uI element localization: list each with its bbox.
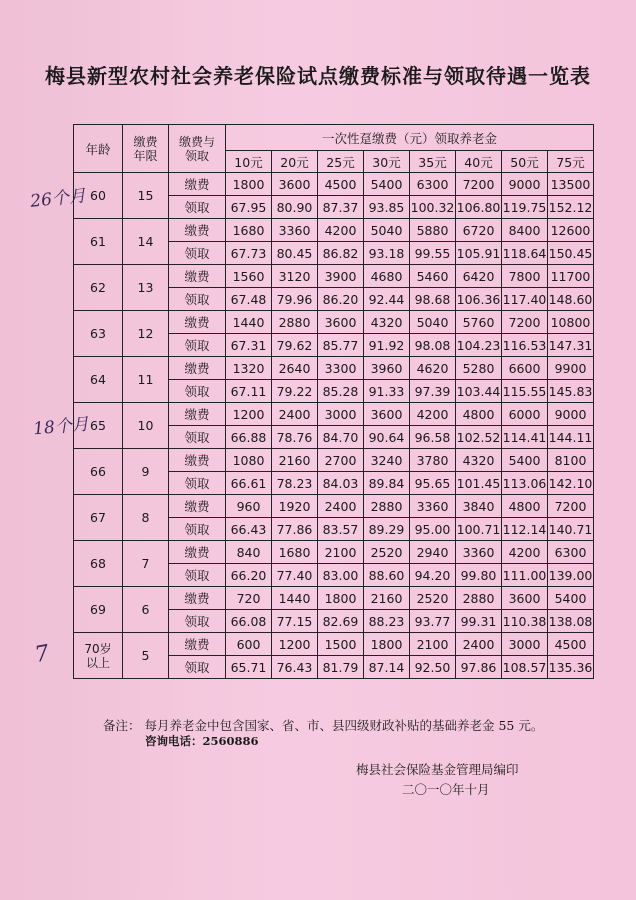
- receive-value: 144.11: [548, 426, 594, 449]
- receive-value: 90.64: [364, 426, 410, 449]
- pay-label: 缴费: [169, 357, 226, 380]
- pay-value: 4320: [364, 311, 410, 334]
- pay-value: 1680: [272, 541, 318, 564]
- receive-value: 85.77: [318, 334, 364, 357]
- receive-value: 142.10: [548, 472, 594, 495]
- receive-value: 67.11: [226, 380, 272, 403]
- pay-value: 720: [226, 587, 272, 610]
- receive-value: 145.83: [548, 380, 594, 403]
- pay-value: 6300: [410, 173, 456, 196]
- years-cell: 8: [123, 495, 169, 541]
- pay-value: 12600: [548, 219, 594, 242]
- age-cell: 61: [74, 219, 123, 265]
- receive-value: 80.45: [272, 242, 318, 265]
- receive-value: 101.45: [456, 472, 502, 495]
- table-body: [74, 173, 594, 679]
- receive-value: 67.48: [226, 288, 272, 311]
- pay-value: 3600: [318, 311, 364, 334]
- pay-value: 2640: [272, 357, 318, 380]
- receive-label: 领取: [169, 334, 226, 357]
- pay-value: 5460: [410, 265, 456, 288]
- receive-value: 97.39: [410, 380, 456, 403]
- pay-label: 缴费: [169, 173, 226, 196]
- receive-value: 99.55: [410, 242, 456, 265]
- table-row: [74, 587, 594, 610]
- receive-label: 领取: [169, 472, 226, 495]
- receive-value: 91.33: [364, 380, 410, 403]
- receive-value: 66.20: [226, 564, 272, 587]
- pay-value: 6000: [502, 403, 548, 426]
- pay-value: 8100: [548, 449, 594, 472]
- pay-value: 9000: [548, 403, 594, 426]
- receive-value: 86.82: [318, 242, 364, 265]
- header-amount: 30元: [364, 151, 410, 173]
- table-row: [74, 219, 594, 242]
- age-cell: 70岁 以上: [74, 633, 123, 679]
- pay-value: 4500: [548, 633, 594, 656]
- header-amount: 25元: [318, 151, 364, 173]
- years-cell: 7: [123, 541, 169, 587]
- receive-value: 78.23: [272, 472, 318, 495]
- receive-value: 97.86: [456, 656, 502, 679]
- pay-value: 7200: [548, 495, 594, 518]
- pay-value: 5040: [364, 219, 410, 242]
- pay-value: 1800: [364, 633, 410, 656]
- pay-value: 7200: [456, 173, 502, 196]
- publisher: 梅县社会保险基金管理局编印: [356, 762, 519, 777]
- receive-value: 84.03: [318, 472, 364, 495]
- receive-value: 79.96: [272, 288, 318, 311]
- pay-value: 1920: [272, 495, 318, 518]
- header-type: 缴费与 领取: [169, 125, 226, 173]
- receive-value: 93.85: [364, 196, 410, 219]
- receive-value: 93.18: [364, 242, 410, 265]
- receive-value: 118.64: [502, 242, 548, 265]
- pay-label: 缴费: [169, 449, 226, 472]
- pay-value: 3600: [364, 403, 410, 426]
- pay-value: 2700: [318, 449, 364, 472]
- pay-value: 5400: [502, 449, 548, 472]
- years-cell: 13: [123, 265, 169, 311]
- pay-value: 4200: [410, 403, 456, 426]
- receive-value: 89.84: [364, 472, 410, 495]
- pay-value: 3360: [456, 541, 502, 564]
- pay-value: 2940: [410, 541, 456, 564]
- pay-value: 3600: [502, 587, 548, 610]
- receive-value: 67.73: [226, 242, 272, 265]
- pay-value: 5760: [456, 311, 502, 334]
- age-cell: 64: [74, 357, 123, 403]
- pay-label: 缴费: [169, 495, 226, 518]
- receive-value: 81.79: [318, 656, 364, 679]
- pay-value: 2880: [456, 587, 502, 610]
- pay-value: 1800: [318, 587, 364, 610]
- receive-value: 148.60: [548, 288, 594, 311]
- pay-value: 13500: [548, 173, 594, 196]
- receive-value: 66.88: [226, 426, 272, 449]
- receive-value: 110.38: [502, 610, 548, 633]
- header-amount: 40元: [456, 151, 502, 173]
- receive-label: 领取: [169, 288, 226, 311]
- receive-value: 66.61: [226, 472, 272, 495]
- receive-value: 113.06: [502, 472, 548, 495]
- header-amount: 75元: [548, 151, 594, 173]
- receive-value: 100.71: [456, 518, 502, 541]
- pay-value: 11700: [548, 265, 594, 288]
- pay-value: 4620: [410, 357, 456, 380]
- pay-value: 3780: [410, 449, 456, 472]
- header-amount: 35元: [410, 151, 456, 173]
- pay-value: 1800: [226, 173, 272, 196]
- table-row: [74, 265, 594, 288]
- receive-label: 领取: [169, 380, 226, 403]
- table-row: [74, 403, 594, 426]
- pay-value: 4200: [502, 541, 548, 564]
- publish-date: 二〇一〇年十月: [402, 782, 490, 797]
- pay-value: 1200: [226, 403, 272, 426]
- header-amount: 50元: [502, 151, 548, 173]
- receive-value: 76.43: [272, 656, 318, 679]
- receive-value: 112.14: [502, 518, 548, 541]
- pay-value: 2520: [410, 587, 456, 610]
- receive-value: 83.00: [318, 564, 364, 587]
- receive-value: 77.86: [272, 518, 318, 541]
- pay-value: 2400: [272, 403, 318, 426]
- header-amount: 10元: [226, 151, 272, 173]
- pay-value: 3000: [318, 403, 364, 426]
- pay-value: 1440: [272, 587, 318, 610]
- receive-value: 87.14: [364, 656, 410, 679]
- receive-value: 99.80: [456, 564, 502, 587]
- receive-value: 147.31: [548, 334, 594, 357]
- receive-value: 105.91: [456, 242, 502, 265]
- years-cell: 12: [123, 311, 169, 357]
- years-cell: 9: [123, 449, 169, 495]
- pay-value: 2160: [364, 587, 410, 610]
- receive-value: 106.36: [456, 288, 502, 311]
- years-cell: 10: [123, 403, 169, 449]
- pay-value: 4500: [318, 173, 364, 196]
- receive-value: 66.08: [226, 610, 272, 633]
- pay-value: 2400: [318, 495, 364, 518]
- pay-value: 2880: [272, 311, 318, 334]
- pay-value: 6600: [502, 357, 548, 380]
- pay-label: 缴费: [169, 265, 226, 288]
- pay-value: 600: [226, 633, 272, 656]
- footnote: 备注： 每月养老金中包含国家、省、市、县四级财政补贴的基础养老金 55 元。: [103, 718, 544, 733]
- header-amount: 20元: [272, 151, 318, 173]
- receive-value: 86.20: [318, 288, 364, 311]
- receive-value: 96.58: [410, 426, 456, 449]
- header-years: 缴费 年限: [123, 125, 169, 173]
- receive-label: 领取: [169, 610, 226, 633]
- receive-value: 138.08: [548, 610, 594, 633]
- receive-value: 88.23: [364, 610, 410, 633]
- pay-label: 缴费: [169, 311, 226, 334]
- pay-value: 2100: [410, 633, 456, 656]
- pay-value: 3600: [272, 173, 318, 196]
- age-cell: 65: [74, 403, 123, 449]
- pay-value: 7200: [502, 311, 548, 334]
- pay-value: 3360: [410, 495, 456, 518]
- pay-value: 4800: [502, 495, 548, 518]
- receive-value: 79.62: [272, 334, 318, 357]
- consult-phone: 咨询电话：2560886: [145, 734, 259, 748]
- pay-value: 3300: [318, 357, 364, 380]
- receive-label: 领取: [169, 518, 226, 541]
- receive-value: 114.41: [502, 426, 548, 449]
- receive-value: 100.32: [410, 196, 456, 219]
- header-row-1: [74, 125, 594, 151]
- pay-value: 5400: [548, 587, 594, 610]
- header-age: 年龄: [74, 125, 123, 173]
- pay-value: 1500: [318, 633, 364, 656]
- receive-value: 152.12: [548, 196, 594, 219]
- table-row: [74, 495, 594, 518]
- receive-value: 67.31: [226, 334, 272, 357]
- pay-value: 2160: [272, 449, 318, 472]
- pay-value: 6720: [456, 219, 502, 242]
- receive-value: 89.29: [364, 518, 410, 541]
- pay-value: 5400: [364, 173, 410, 196]
- receive-value: 77.40: [272, 564, 318, 587]
- age-cell: 63: [74, 311, 123, 357]
- receive-value: 92.44: [364, 288, 410, 311]
- pay-value: 2100: [318, 541, 364, 564]
- pay-value: 3840: [456, 495, 502, 518]
- receive-value: 108.57: [502, 656, 548, 679]
- pay-value: 6300: [548, 541, 594, 564]
- pay-value: 4200: [318, 219, 364, 242]
- pay-label: 缴费: [169, 587, 226, 610]
- pay-value: 960: [226, 495, 272, 518]
- pay-value: 5880: [410, 219, 456, 242]
- receive-value: 92.50: [410, 656, 456, 679]
- receive-value: 117.40: [502, 288, 548, 311]
- pay-value: 4800: [456, 403, 502, 426]
- receive-value: 95.65: [410, 472, 456, 495]
- pay-value: 3960: [364, 357, 410, 380]
- pay-value: 4680: [364, 265, 410, 288]
- pay-value: 3000: [502, 633, 548, 656]
- pay-value: 3900: [318, 265, 364, 288]
- pay-value: 1200: [272, 633, 318, 656]
- receive-label: 领取: [169, 564, 226, 587]
- receive-value: 77.15: [272, 610, 318, 633]
- pay-value: 2880: [364, 495, 410, 518]
- handwritten-note-2: 18个月: [32, 414, 90, 440]
- receive-value: 135.36: [548, 656, 594, 679]
- receive-value: 99.31: [456, 610, 502, 633]
- table-row: [74, 173, 594, 196]
- receive-label: 领取: [169, 196, 226, 219]
- age-cell: 60: [74, 173, 123, 219]
- table-row: [74, 541, 594, 564]
- pay-value: 3120: [272, 265, 318, 288]
- receive-value: 139.00: [548, 564, 594, 587]
- pay-label: 缴费: [169, 219, 226, 242]
- receive-value: 103.44: [456, 380, 502, 403]
- age-cell: 69: [74, 587, 123, 633]
- age-cell: 66: [74, 449, 123, 495]
- rate-table: [73, 124, 594, 679]
- pay-value: 2400: [456, 633, 502, 656]
- receive-label: 领取: [169, 426, 226, 449]
- receive-value: 65.71: [226, 656, 272, 679]
- handwritten-note-1: 26个月: [29, 186, 87, 212]
- years-cell: 5: [123, 633, 169, 679]
- receive-value: 93.77: [410, 610, 456, 633]
- pay-value: 10800: [548, 311, 594, 334]
- receive-value: 119.75: [502, 196, 548, 219]
- receive-value: 66.43: [226, 518, 272, 541]
- pay-value: 8400: [502, 219, 548, 242]
- pay-label: 缴费: [169, 403, 226, 426]
- receive-value: 85.28: [318, 380, 364, 403]
- document-title: 梅县新型农村社会养老保险试点缴费标准与领取待遇一览表: [45, 64, 591, 88]
- receive-value: 98.68: [410, 288, 456, 311]
- receive-value: 88.60: [364, 564, 410, 587]
- age-cell: 62: [74, 265, 123, 311]
- age-cell: 67: [74, 495, 123, 541]
- pay-value: 5280: [456, 357, 502, 380]
- receive-value: 91.92: [364, 334, 410, 357]
- header-group: 一次性趸缴费（元）领取养老金: [226, 125, 594, 151]
- receive-value: 140.71: [548, 518, 594, 541]
- receive-label: 领取: [169, 656, 226, 679]
- receive-value: 111.00: [502, 564, 548, 587]
- table-row: [74, 357, 594, 380]
- receive-value: 116.53: [502, 334, 548, 357]
- receive-label: 领取: [169, 242, 226, 265]
- receive-value: 87.37: [318, 196, 364, 219]
- pay-value: 1560: [226, 265, 272, 288]
- receive-value: 80.90: [272, 196, 318, 219]
- receive-value: 115.55: [502, 380, 548, 403]
- pay-value: 2520: [364, 541, 410, 564]
- handwritten-note-3: 7: [32, 640, 52, 669]
- pay-label: 缴费: [169, 541, 226, 564]
- receive-value: 98.08: [410, 334, 456, 357]
- age-cell: 68: [74, 541, 123, 587]
- years-cell: 6: [123, 587, 169, 633]
- receive-value: 79.22: [272, 380, 318, 403]
- pay-value: 3360: [272, 219, 318, 242]
- table-row: [74, 311, 594, 334]
- receive-value: 102.52: [456, 426, 502, 449]
- pay-value: 7800: [502, 265, 548, 288]
- receive-value: 94.20: [410, 564, 456, 587]
- pay-value: 1320: [226, 357, 272, 380]
- years-cell: 15: [123, 173, 169, 219]
- pay-value: 1080: [226, 449, 272, 472]
- pay-value: 5040: [410, 311, 456, 334]
- pay-value: 9000: [502, 173, 548, 196]
- table-row: [74, 633, 594, 656]
- receive-value: 78.76: [272, 426, 318, 449]
- receive-value: 150.45: [548, 242, 594, 265]
- receive-value: 83.57: [318, 518, 364, 541]
- pay-value: 1680: [226, 219, 272, 242]
- receive-value: 104.23: [456, 334, 502, 357]
- pay-label: 缴费: [169, 633, 226, 656]
- receive-value: 82.69: [318, 610, 364, 633]
- receive-value: 67.95: [226, 196, 272, 219]
- years-cell: 11: [123, 357, 169, 403]
- pay-value: 6420: [456, 265, 502, 288]
- receive-value: 84.70: [318, 426, 364, 449]
- table-row: [74, 449, 594, 472]
- pay-value: 3240: [364, 449, 410, 472]
- receive-value: 106.80: [456, 196, 502, 219]
- receive-value: 95.00: [410, 518, 456, 541]
- pay-value: 9900: [548, 357, 594, 380]
- pay-value: 1440: [226, 311, 272, 334]
- years-cell: 14: [123, 219, 169, 265]
- pay-value: 840: [226, 541, 272, 564]
- pay-value: 4320: [456, 449, 502, 472]
